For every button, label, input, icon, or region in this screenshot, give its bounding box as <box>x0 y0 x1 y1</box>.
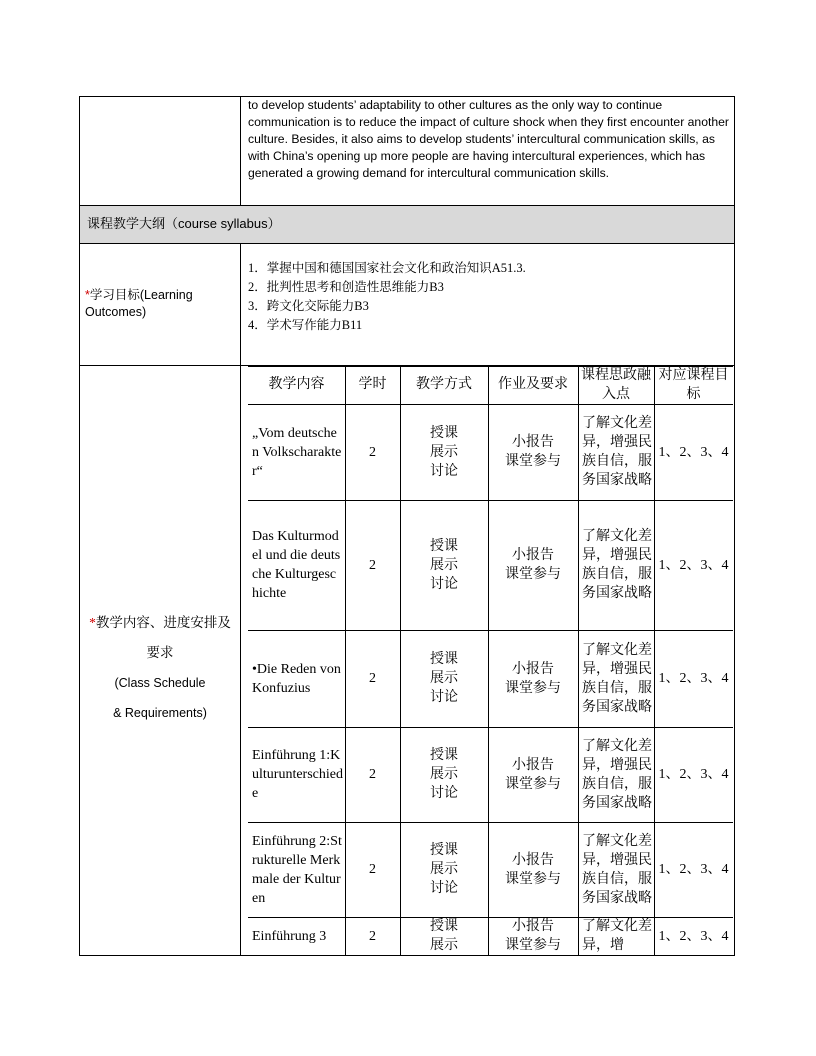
ideology-cell: 了解文化差异，增强民族自信，服务国家战略 <box>582 833 652 906</box>
required-asterisk: * <box>89 615 96 630</box>
list-item: 1．掌握中国和德国国家社会文化和政治知识A51.3. <box>248 261 526 275</box>
topic-cell: •Die Reden von Konfuzius <box>252 661 341 696</box>
objectives-cell: 1、2、3、4 <box>658 557 729 573</box>
hours-cell: 2 <box>369 671 376 686</box>
topic-cell: Einführung 1:Kulturunterschiede <box>252 748 343 801</box>
schedule-header-cell: 教学内容 <box>268 377 325 392</box>
topic-cell: Einführung 3 <box>252 928 327 944</box>
method-cell: 授课 展示 讨论 <box>430 425 458 479</box>
ideology-cell: 了解文化差异，增强民族自信，服务国家战略 <box>582 738 652 811</box>
ideology-cell: 了解文化差异，增强民族自信，服务国家战略 <box>582 642 652 715</box>
ideology-cell: 了解文化差异，增强民族自信，服务国家战略 <box>582 416 652 488</box>
hours-cell: 2 <box>369 767 376 782</box>
homework-cell: 小报告 课堂参与 <box>505 661 561 696</box>
row-divider <box>79 243 735 244</box>
class-schedule-label-zh-line2: 要求 <box>146 645 174 660</box>
objectives-cell: 1、2、3、4 <box>658 767 729 782</box>
topic-cell: Das Kulturmodel und die deutsche Kulturgeschichte <box>252 529 341 601</box>
schedule-column-divider <box>488 365 489 955</box>
learning-outcomes-label <box>85 287 235 321</box>
class-schedule-label <box>81 608 239 728</box>
homework-cell: 小报告 课堂参与 <box>505 919 561 953</box>
list-item: 3．跨文化交际能力B3 <box>248 299 369 313</box>
schedule-column-divider <box>654 365 655 955</box>
homework-cell: 小报告 课堂参与 <box>505 548 561 582</box>
topic-cell: „Vom deutschen Volkscharakter“ <box>252 425 342 479</box>
hours-cell: 2 <box>369 444 376 460</box>
objectives-cell: 1、2、3、4 <box>658 671 729 686</box>
label-column-divider <box>240 96 241 206</box>
schedule-header-cell: 课程思政融入点 <box>581 367 651 402</box>
homework-cell: 小报告 课堂参与 <box>505 852 561 887</box>
learning-outcomes-label-text: 学习目标(Learning Outcomes) <box>85 288 193 319</box>
schedule-header-cell: 对应课程目标 <box>658 367 729 402</box>
hours-cell: 2 <box>369 557 376 573</box>
learning-outcomes-list <box>248 259 526 335</box>
required-asterisk: * <box>85 288 90 302</box>
method-cell: 授课 展示 <box>430 919 458 953</box>
list-item: 2．批判性思考和创造性思维能力B3 <box>248 280 444 294</box>
hours-cell: 2 <box>369 862 376 877</box>
schedule-column-divider <box>345 365 346 955</box>
homework-cell: 小报告 课堂参与 <box>505 435 561 469</box>
method-cell: 授课 展示 讨论 <box>430 538 458 592</box>
method-cell: 授课 展示 讨论 <box>430 748 458 801</box>
method-cell: 授课 展示 讨论 <box>430 843 458 896</box>
class-schedule-label-en-line1: (Class Schedule <box>114 676 206 690</box>
schedule-header-cell: 教学方式 <box>416 377 472 392</box>
objectives-cell: 1、2、3、4 <box>658 862 729 877</box>
objectives-cell: 1、2、3、4 <box>658 444 729 460</box>
homework-cell: 小报告 课堂参与 <box>505 757 561 792</box>
ideology-cell: 了解文化差异，增强民族自信，服务国家战略 <box>582 529 652 601</box>
method-cell: 授课 展示 讨论 <box>430 652 458 705</box>
class-schedule-label-zh-line1: 教学内容、进度安排及 <box>95 615 231 630</box>
schedule-column-divider <box>578 365 579 955</box>
hours-cell: 2 <box>369 928 376 944</box>
topic-cell: Einführung 2:Strukturelle Merkmale der Kulturen <box>252 833 342 906</box>
list-item: 4．学术写作能力B11 <box>248 318 363 332</box>
ideology-cell: 了解文化差异，增 <box>582 919 652 953</box>
schedule-column-divider <box>400 365 401 955</box>
intro-paragraph: to develop students’ adaptability to other cultures as the only way to continue communication is to reduce the impact of culture shock when they first encounter another culture. Besides, it also aims to develop students’ intercultural communication skills, as with China’s opening up more people are having intercultural experiences, which has generated a growing demand for intercultural communication skills. <box>248 98 729 180</box>
section-title: 课程教学大纲（course syllabus） <box>87 216 281 231</box>
class-schedule-label-zh <box>81 608 239 638</box>
schedule-header-cell: 学时 <box>358 377 387 392</box>
label-column-divider <box>240 243 241 955</box>
class-schedule-label-en-line2: & Requirements) <box>113 706 207 720</box>
objectives-cell: 1、2、3、4 <box>658 928 729 944</box>
schedule-header-cell: 作业及要求 <box>498 377 568 392</box>
